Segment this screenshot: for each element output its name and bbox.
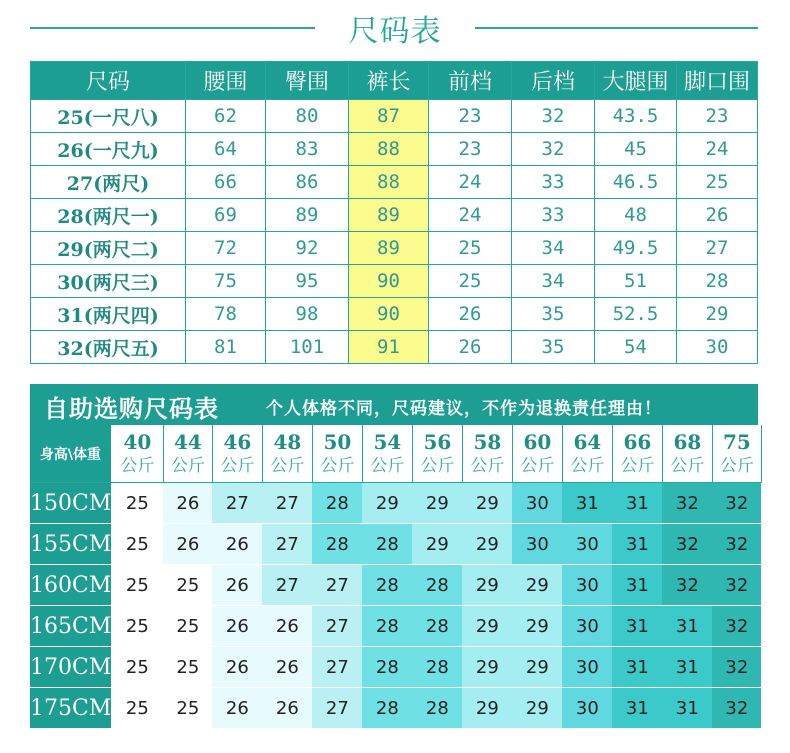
size-cell: 25 — [429, 265, 512, 298]
weight-header — [262, 425, 312, 483]
weight-unit: 公斤 — [670, 455, 705, 476]
size-cell: 27 — [677, 232, 758, 265]
size-cell: 26 — [429, 331, 512, 364]
weight-header — [612, 425, 662, 483]
size-cell: 51 — [595, 265, 677, 298]
recommended-size-cell: 28 — [362, 647, 412, 688]
size-cell: 95 — [266, 265, 349, 298]
recommended-size-cell: 31 — [612, 565, 662, 606]
weight-value: 56 — [423, 429, 452, 454]
column-header: 脚口围 — [677, 62, 758, 100]
weight-value: 58 — [473, 429, 502, 454]
weight-header — [362, 425, 412, 483]
table-row — [30, 647, 761, 688]
recommended-size-cell: 28 — [362, 688, 412, 729]
table-row — [30, 565, 761, 606]
recommended-size-cell: 26 — [163, 483, 212, 524]
height-label: 155CM — [30, 524, 111, 565]
table-row — [31, 100, 758, 133]
recommended-size-cell: 30 — [562, 565, 612, 606]
height-label: 165CM — [30, 606, 111, 647]
recommended-size-cell: 29 — [462, 647, 512, 688]
weight-unit: 公斤 — [719, 455, 754, 476]
size-cell: 48 — [595, 199, 677, 232]
recommended-size-cell: 28 — [412, 647, 462, 688]
recommended-size-cell: 32 — [662, 524, 712, 565]
disclaimer-note: 个人体格不同，尺码建议，不作为退换责任理由！ — [266, 399, 662, 419]
size-cell: 23 — [429, 100, 512, 133]
weight-value: 64 — [573, 429, 602, 454]
column-header: 尺码 — [31, 62, 186, 100]
column-header: 腰围 — [186, 62, 266, 100]
size-cell: 33 — [512, 166, 595, 199]
table-row — [31, 199, 758, 232]
weight-value: 46 — [223, 429, 252, 454]
size-cell: 29 — [677, 298, 758, 331]
height-label: 170CM — [30, 647, 111, 688]
height-label: 160CM — [30, 565, 111, 606]
self-help-body — [30, 483, 761, 729]
size-cell: 66 — [186, 166, 266, 199]
size-cell: 34 — [512, 232, 595, 265]
table-row — [31, 133, 758, 166]
recommended-size-cell: 29 — [462, 688, 512, 729]
recommended-size-cell: 32 — [662, 565, 712, 606]
weight-header — [562, 425, 612, 483]
title-divider-right — [475, 27, 758, 29]
self-help-header — [30, 384, 758, 425]
recommended-size-cell: 29 — [512, 606, 562, 647]
weight-unit: 公斤 — [420, 455, 455, 476]
table-row — [30, 483, 761, 524]
recommended-size-cell: 28 — [412, 688, 462, 729]
weight-header — [662, 425, 712, 483]
recommended-size-cell: 29 — [462, 565, 512, 606]
size-cell: 80 — [266, 100, 349, 133]
size-cell: 45 — [595, 133, 677, 166]
weight-header — [312, 425, 362, 483]
size-cell: 81 — [186, 331, 266, 364]
recommended-size-cell: 29 — [412, 524, 462, 565]
size-cell: 101 — [266, 331, 349, 364]
page-title: 尺码表 — [348, 14, 442, 49]
weight-value: 40 — [123, 429, 152, 454]
recommended-size-cell: 28 — [362, 565, 412, 606]
size-cell: 35 — [512, 331, 595, 364]
size-cell: 49.5 — [595, 232, 677, 265]
table-row — [31, 166, 758, 199]
recommended-size-cell: 27 — [312, 688, 362, 729]
recommended-size-cell: 27 — [262, 483, 312, 524]
size-cell: 90 — [349, 265, 429, 298]
size-cell: 88 — [349, 133, 429, 166]
recommended-size-cell: 25 — [163, 565, 212, 606]
size-cell: 32 — [512, 100, 595, 133]
recommended-size-cell: 28 — [312, 483, 362, 524]
size-cell: 72 — [186, 232, 266, 265]
recommended-size-cell: 25 — [163, 688, 212, 729]
weight-value: 60 — [523, 429, 552, 454]
size-table-body — [31, 100, 758, 364]
weight-unit: 公斤 — [520, 455, 555, 476]
recommended-size-cell: 31 — [662, 606, 712, 647]
size-cell: 25 — [677, 166, 758, 199]
size-label: 25(一尺八) — [31, 100, 186, 133]
recommended-size-cell: 25 — [111, 688, 163, 729]
column-header: 前档 — [429, 62, 512, 100]
size-cell: 75 — [186, 265, 266, 298]
recommended-size-cell: 31 — [612, 688, 662, 729]
size-cell: 89 — [266, 199, 349, 232]
size-label: 28(两尺一) — [31, 199, 186, 232]
recommended-size-cell: 31 — [562, 483, 612, 524]
size-cell: 69 — [186, 199, 266, 232]
size-label: 32(两尺五) — [31, 331, 186, 364]
recommended-size-cell: 32 — [712, 647, 761, 688]
weight-header — [212, 425, 262, 483]
column-header: 后档 — [512, 62, 595, 100]
recommended-size-cell: 29 — [462, 524, 512, 565]
recommended-size-cell: 27 — [262, 565, 312, 606]
recommended-size-cell: 25 — [111, 483, 163, 524]
recommended-size-cell: 28 — [312, 524, 362, 565]
recommended-size-cell: 27 — [312, 606, 362, 647]
table-row — [31, 298, 758, 331]
recommended-size-cell: 30 — [512, 483, 562, 524]
recommended-size-cell: 26 — [212, 647, 262, 688]
recommended-size-cell: 31 — [612, 647, 662, 688]
recommended-size-cell: 29 — [462, 483, 512, 524]
weight-unit: 公斤 — [470, 455, 505, 476]
recommended-size-cell: 26 — [262, 606, 312, 647]
size-label: 26(一尺九) — [31, 133, 186, 166]
recommended-size-cell: 31 — [662, 647, 712, 688]
recommended-size-cell: 28 — [362, 524, 412, 565]
weight-header — [111, 425, 163, 483]
recommended-size-cell: 26 — [212, 688, 262, 729]
size-cell: 90 — [349, 298, 429, 331]
table-row — [30, 524, 761, 565]
size-cell: 86 — [266, 166, 349, 199]
recommended-size-cell: 26 — [163, 524, 212, 565]
table-row — [31, 232, 758, 265]
size-cell: 24 — [429, 166, 512, 199]
recommended-size-cell: 29 — [512, 647, 562, 688]
size-cell: 28 — [677, 265, 758, 298]
size-cell: 78 — [186, 298, 266, 331]
recommended-size-cell: 25 — [111, 606, 163, 647]
weight-unit: 公斤 — [620, 455, 655, 476]
recommended-size-cell: 32 — [712, 483, 761, 524]
recommended-size-cell: 26 — [212, 565, 262, 606]
size-cell: 88 — [349, 166, 429, 199]
size-label: 31(两尺四) — [31, 298, 186, 331]
table-row — [30, 688, 761, 729]
recommended-size-cell: 32 — [712, 606, 761, 647]
weight-unit: 公斤 — [170, 455, 205, 476]
recommended-size-cell: 30 — [512, 524, 562, 565]
size-cell: 92 — [266, 232, 349, 265]
size-cell: 83 — [266, 133, 349, 166]
weight-value: 44 — [173, 429, 202, 454]
recommended-size-cell: 27 — [212, 483, 262, 524]
weight-value: 66 — [623, 429, 652, 454]
recommended-size-cell: 31 — [612, 606, 662, 647]
table-row — [30, 606, 761, 647]
recommended-size-cell: 26 — [262, 688, 312, 729]
weight-unit: 公斤 — [220, 455, 255, 476]
weight-value: 50 — [323, 429, 352, 454]
size-cell: 43.5 — [595, 100, 677, 133]
title-bar — [0, 0, 790, 52]
height-label: 150CM — [30, 483, 111, 524]
recommended-size-cell: 28 — [362, 606, 412, 647]
size-cell: 62 — [186, 100, 266, 133]
recommended-size-cell: 28 — [412, 565, 462, 606]
recommended-size-cell: 25 — [163, 606, 212, 647]
size-cell: 23 — [677, 100, 758, 133]
weight-value: 48 — [273, 429, 302, 454]
size-cell: 89 — [349, 199, 429, 232]
recommended-size-cell: 30 — [562, 524, 612, 565]
size-cell: 87 — [349, 100, 429, 133]
weight-unit: 公斤 — [570, 455, 605, 476]
table-row — [31, 265, 758, 298]
recommended-size-cell: 29 — [412, 483, 462, 524]
weight-value: 68 — [673, 429, 702, 454]
size-label: 29(两尺二) — [31, 232, 186, 265]
recommended-size-cell: 28 — [412, 606, 462, 647]
height-weight-corner: 身高\体重 — [30, 425, 111, 483]
recommended-size-cell: 27 — [312, 647, 362, 688]
height-label: 175CM — [30, 688, 111, 729]
size-cell: 26 — [677, 199, 758, 232]
size-cell: 35 — [512, 298, 595, 331]
column-header: 臀围 — [266, 62, 349, 100]
column-header: 裤长 — [349, 62, 429, 100]
size-cell: 52.5 — [595, 298, 677, 331]
weight-value: 75 — [722, 429, 751, 454]
size-cell: 91 — [349, 331, 429, 364]
size-table-header — [31, 62, 758, 100]
recommended-size-cell: 32 — [712, 565, 761, 606]
recommended-size-cell: 29 — [462, 606, 512, 647]
weight-header — [163, 425, 212, 483]
size-cell: 54 — [595, 331, 677, 364]
recommended-size-cell: 26 — [212, 524, 262, 565]
recommended-size-cell: 30 — [562, 647, 612, 688]
recommended-size-cell: 29 — [362, 483, 412, 524]
recommended-size-cell: 29 — [512, 688, 562, 729]
size-cell: 34 — [512, 265, 595, 298]
size-table — [30, 61, 758, 364]
size-label: 27(两尺) — [31, 166, 186, 199]
size-cell: 32 — [512, 133, 595, 166]
recommended-size-cell: 30 — [562, 688, 612, 729]
recommended-size-cell: 32 — [712, 688, 761, 729]
weight-header — [512, 425, 562, 483]
recommended-size-cell: 25 — [111, 524, 163, 565]
recommended-size-cell: 31 — [662, 688, 712, 729]
self-help-title: 自助选购尺码表 — [44, 394, 219, 423]
recommended-size-cell: 31 — [612, 483, 662, 524]
recommended-size-cell: 31 — [612, 524, 662, 565]
recommended-size-cell: 32 — [712, 524, 761, 565]
column-header: 大腿围 — [595, 62, 677, 100]
weight-header-row — [30, 425, 761, 483]
recommended-size-cell: 25 — [111, 647, 163, 688]
size-cell: 25 — [429, 232, 512, 265]
size-cell: 24 — [429, 199, 512, 232]
recommended-size-cell: 25 — [163, 647, 212, 688]
weight-unit: 公斤 — [320, 455, 355, 476]
recommended-size-cell: 30 — [562, 606, 612, 647]
size-cell: 24 — [677, 133, 758, 166]
size-cell: 46.5 — [595, 166, 677, 199]
recommended-size-cell: 27 — [262, 524, 312, 565]
recommended-size-cell: 29 — [512, 565, 562, 606]
weight-header — [412, 425, 462, 483]
size-cell: 33 — [512, 199, 595, 232]
weight-header — [462, 425, 512, 483]
table-row — [31, 331, 758, 364]
size-cell: 30 — [677, 331, 758, 364]
size-cell: 26 — [429, 298, 512, 331]
recommended-size-cell: 26 — [212, 606, 262, 647]
recommended-size-cell: 25 — [111, 565, 163, 606]
recommended-size-cell: 32 — [662, 483, 712, 524]
weight-unit: 公斤 — [370, 455, 405, 476]
size-cell: 64 — [186, 133, 266, 166]
size-cell: 23 — [429, 133, 512, 166]
recommended-size-cell: 26 — [262, 647, 312, 688]
size-label: 30(两尺三) — [31, 265, 186, 298]
weight-header — [712, 425, 761, 483]
weight-unit: 公斤 — [120, 455, 155, 476]
weight-unit: 公斤 — [270, 455, 305, 476]
weight-value: 54 — [373, 429, 402, 454]
recommended-size-cell: 27 — [312, 565, 362, 606]
self-help-table — [30, 425, 762, 729]
size-cell: 89 — [349, 232, 429, 265]
size-cell: 98 — [266, 298, 349, 331]
